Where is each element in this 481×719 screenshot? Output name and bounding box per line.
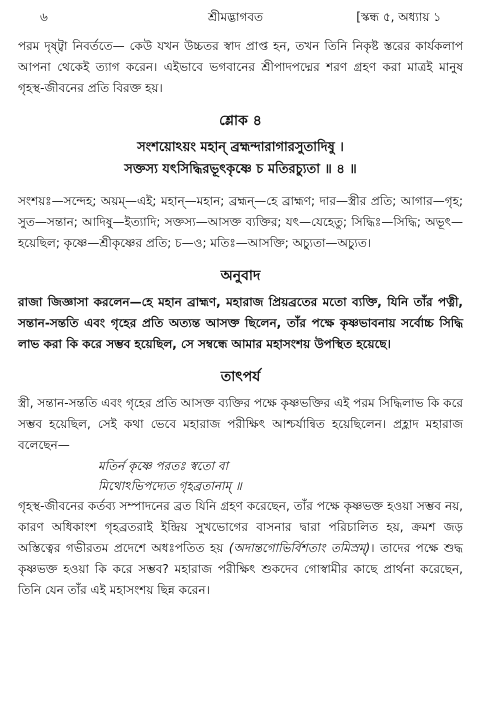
purport-paragraph-2-part-b: । তাদের পক্ষে শুদ্ধ কৃষ্ণভক্ত হওয়া কি করে সম্ভব? মহারাজ পরীক্ষিৎ শুকদেব গোস্বামীর কাছে প্রার্থনা করেছেন, তিনি যেন তাঁর এই মহাসংশয় ছিন্ন করেন। bbox=[18, 541, 463, 597]
verse-line-1: সংশয়োঽয়ং মহান্ ব্রহ্মন্দারাগারসুতাদিষু । bbox=[137, 140, 344, 155]
purport-paragraph-2-part-a: গৃহস্থ-জীবনের কর্তব্য সম্পাদনের ব্রত যিনি গ্রহণ করেছেন, তাঁর পক্ষে কৃষ্ণভক্ত হওয়া সম্ভব নয়, কারণ অধিকাংশ গৃহব্রতরাই ইন্দ্রিয় সুখভোগের বাসনার দ্বারা পরিচালিত হয়, ক্রমশ জড় অস্তিত্বের গভীরতম প্রদেশে অধঃপতিত হয় bbox=[18, 499, 463, 555]
translation-heading: অনুবাদ bbox=[220, 268, 261, 284]
quoted-verse-line-1: মতির্ন কৃষ্ণে পরতঃ স্বতো বা bbox=[98, 459, 229, 473]
book-title: শ্রীমদ্ভাগবত bbox=[208, 10, 264, 24]
purport-inline-quote: (অদান্তগোভির্বিশতাং তমিস্রম্) bbox=[228, 541, 371, 555]
intro-paragraph: পরম দৃষ্ট্বা নিবর্ততে— কেউ যখন উচ্চতর স্বাদ প্রাপ্ত হন, তখন তিনি নিকৃষ্ট স্তরের কার্যকলাপ আপনা থেকেই ত্যাগ করেন। এইভাবে ভগবানের শ্রীপাদপদ্মের শরণ গ্রহণ করা মাত্রই মানুষ গৃহস্থ-জীবনের প্রতি বিরক্ত হয়। bbox=[18, 39, 463, 95]
synonyms-paragraph: সংশয়ঃ—সন্দেহ; অয়ম্—এই; মহান্—মহান; ব্রহ্মন্—হে ব্রাহ্মণ; দার—স্ত্রীর প্রতি; আগার—গৃহ; সুত—সন্তান; আদিষু—ইত্যাদি; সক্তস্য—আসক্ত ব্যক্তির; যৎ—যেহেতু; সিদ্ধিঃ—সিদ্ধি; অভূৎ—হয়েছিল; কৃষ্ণে—শ্রীকৃষ্ণের প্রতি; চ—ও; মতিঃ—আসক্তি; অচ্যুতা—অচ্যুত। bbox=[18, 194, 463, 250]
purport-paragraph-1: স্ত্রী, সন্তান-সন্ততি এবং গৃহের প্রতি আসক্ত ব্যক্তির পক্ষে কৃষ্ণভক্তির এই পরম সিদ্ধিলাভ কি করে সম্ভব হয়েছিল, সেই কথা ভেবে মহারাজ পরীক্ষিৎ আশ্চর্যান্বিত হয়েছিলেন। প্রহ্লাদ মহারাজ বলেছেন— bbox=[18, 396, 463, 452]
page-number: ৬ bbox=[40, 10, 48, 24]
verse-heading: শ্লোক ৪ bbox=[219, 113, 262, 129]
page-header bbox=[18, 0, 463, 36]
verse-line-2: সক্তস্য যৎসিদ্ধিরভূৎকৃষ্ণে চ মতিরচ্যুতা ॥ ৪ ॥ bbox=[124, 162, 357, 177]
quoted-verse bbox=[18, 456, 463, 496]
chapter-reference: [স্কন্ধ ৫, অধ্যায় ১ bbox=[356, 10, 441, 24]
verse-text bbox=[18, 137, 463, 181]
quoted-verse-line-2: মিথোঽভিপদ্যেত গৃহব্রতানাম্ ॥ bbox=[98, 479, 242, 493]
purport-paragraph-2 bbox=[18, 496, 463, 601]
purport-heading: তাৎপর্য bbox=[220, 369, 261, 385]
translation-paragraph: রাজা জিজ্ঞাসা করলেন—হে মহান ব্রাহ্মণ, মহারাজ প্রিয়ব্রতের মতো ব্যক্তি, যিনি তাঁর পত্নী, সন্তান-সন্ততি এবং গৃহের প্রতি অত্যন্ত আসক্ত ছিলেন, তাঁর পক্ষে কৃষ্ণভাবনায় সর্বোচ্চ সিদ্ধি লাভ করা কি করে সম্ভব হয়েছিল, সে সম্বন্ধে আমার মহাসংশয় উপস্থিত হয়েছে। bbox=[18, 295, 463, 351]
